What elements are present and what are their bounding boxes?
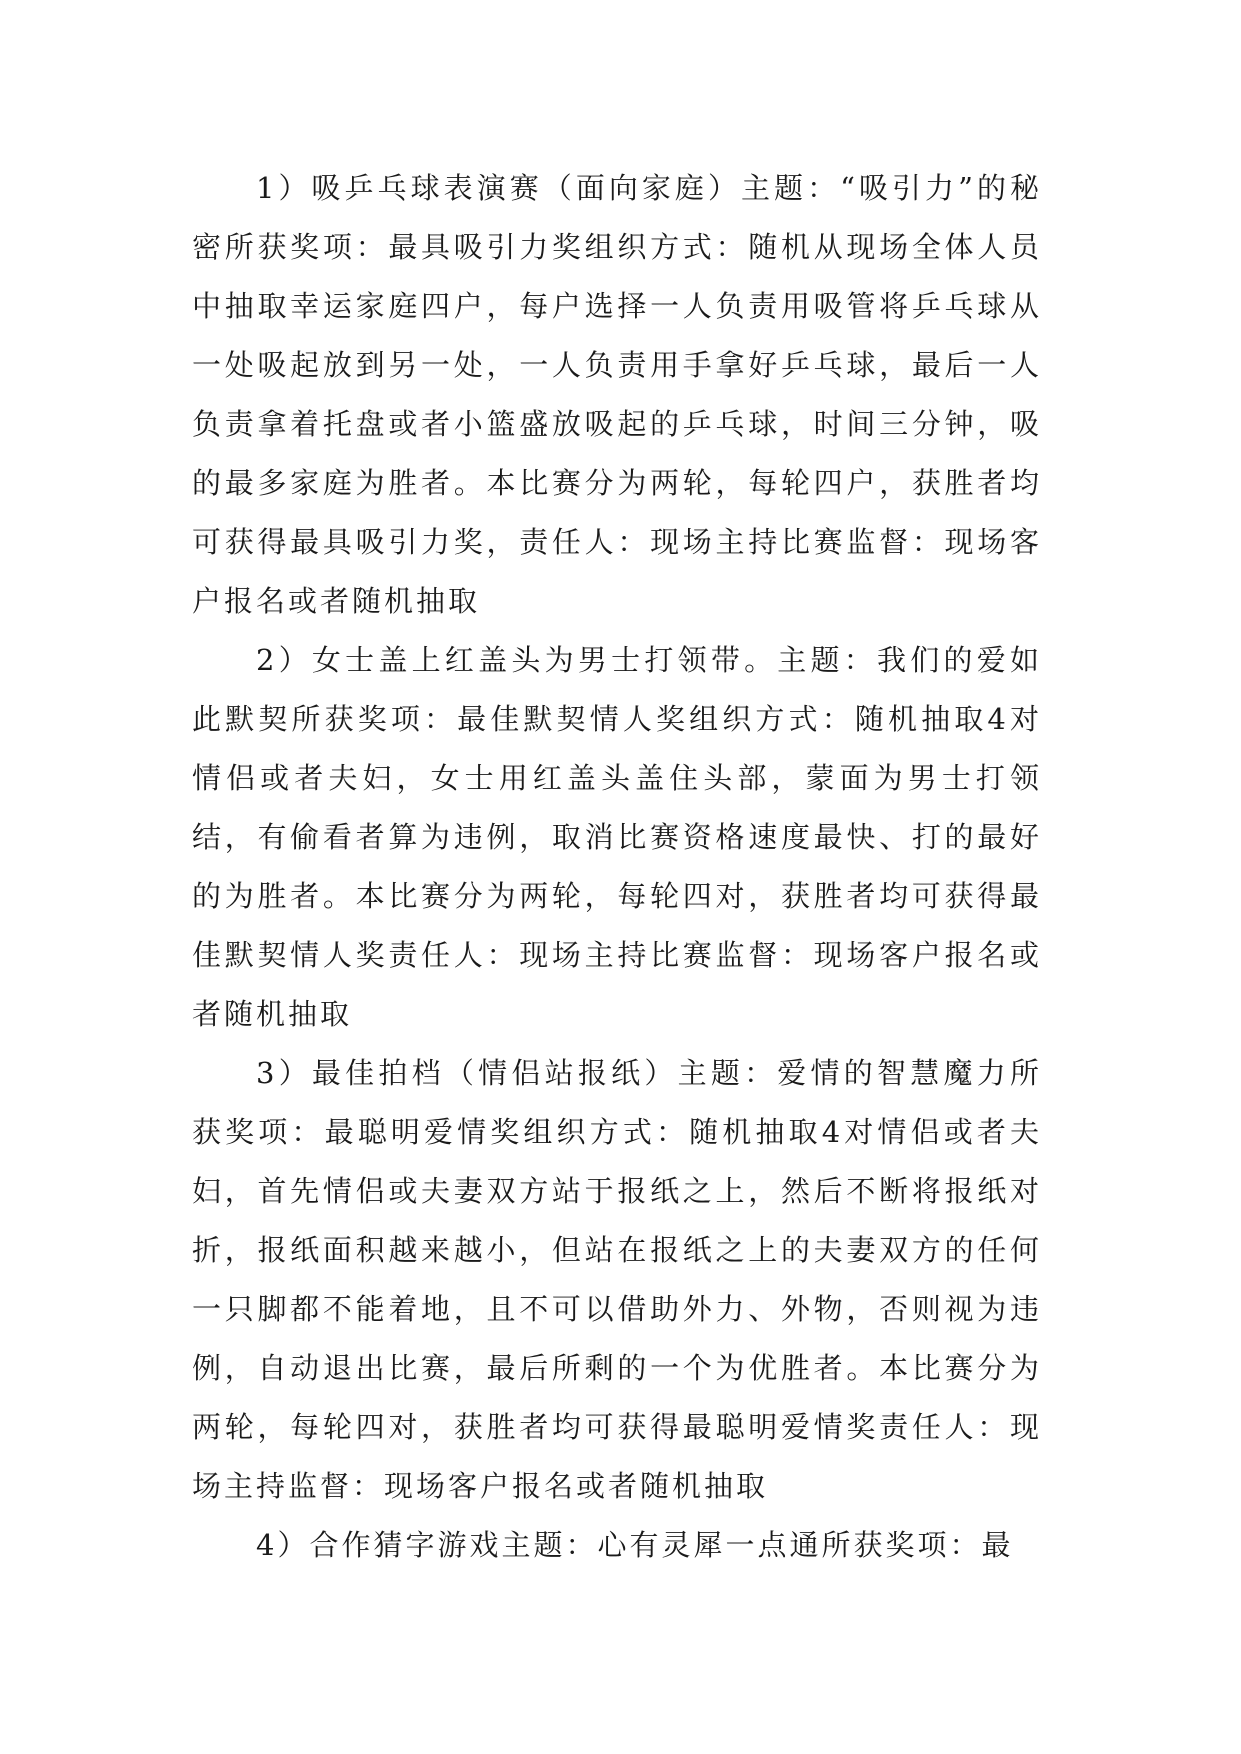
document-body xyxy=(192,159,1042,1575)
paragraph-4: 4）合作猜字游戏主题：心有灵犀一点通所获奖项：最 xyxy=(256,1528,1014,1562)
paragraph-1: 1）吸乒乓球表演赛（面向家庭）主题：“吸引力”的秘密所获奖项：最具吸引力奖组织方式：随机从现场全体人员中抽取幸运家庭四户，每户选择一人负责用吸管将乒乓球从一处吸起放到另一处，一人负责用手拿好乒乓球，最后一人负责拿着托盘或者小篮盛放吸起的乒乓球，时间三分钟，吸的最多家庭为胜者。本比赛分为两轮，每轮四户，获胜者均可获得最具吸引力奖，责任人：现场主持比赛监督：现场客户报名或者随机抽取 xyxy=(192,171,1042,618)
paragraph-3: 3）最佳拍档（情侣站报纸）主题：爱情的智慧魔力所获奖项：最聪明爱情奖组织方式：随机抽取4对情侣或者夫妇，首先情侣或夫妻双方站于报纸之上，然后不断将报纸对折，报纸面积越来越小，但站在报纸之上的夫妻双方的任何一只脚都不能着地，且不可以借助外力、外物，否则视为违例，自动退出比赛，最后所剩的一个为优胜者。本比赛分为两轮，每轮四对，获胜者均可获得最聪明爱情奖责任人：现场主持监督：现场客户报名或者随机抽取 xyxy=(192,1056,1042,1503)
paragraph-2: 2）女士盖上红盖头为男士打领带。主题：我们的爱如此默契所获奖项：最佳默契情人奖组织方式：随机抽取4对情侣或者夫妇，女士用红盖头盖住头部，蒙面为男士打领结，有偷看者算为违例，取消比赛资格速度最快、打的最好的为胜者。本比赛分为两轮，每轮四对，获胜者均可获得最佳默契情人奖责任人：现场主持比赛监督：现场客户报名或者随机抽取 xyxy=(192,643,1042,1031)
